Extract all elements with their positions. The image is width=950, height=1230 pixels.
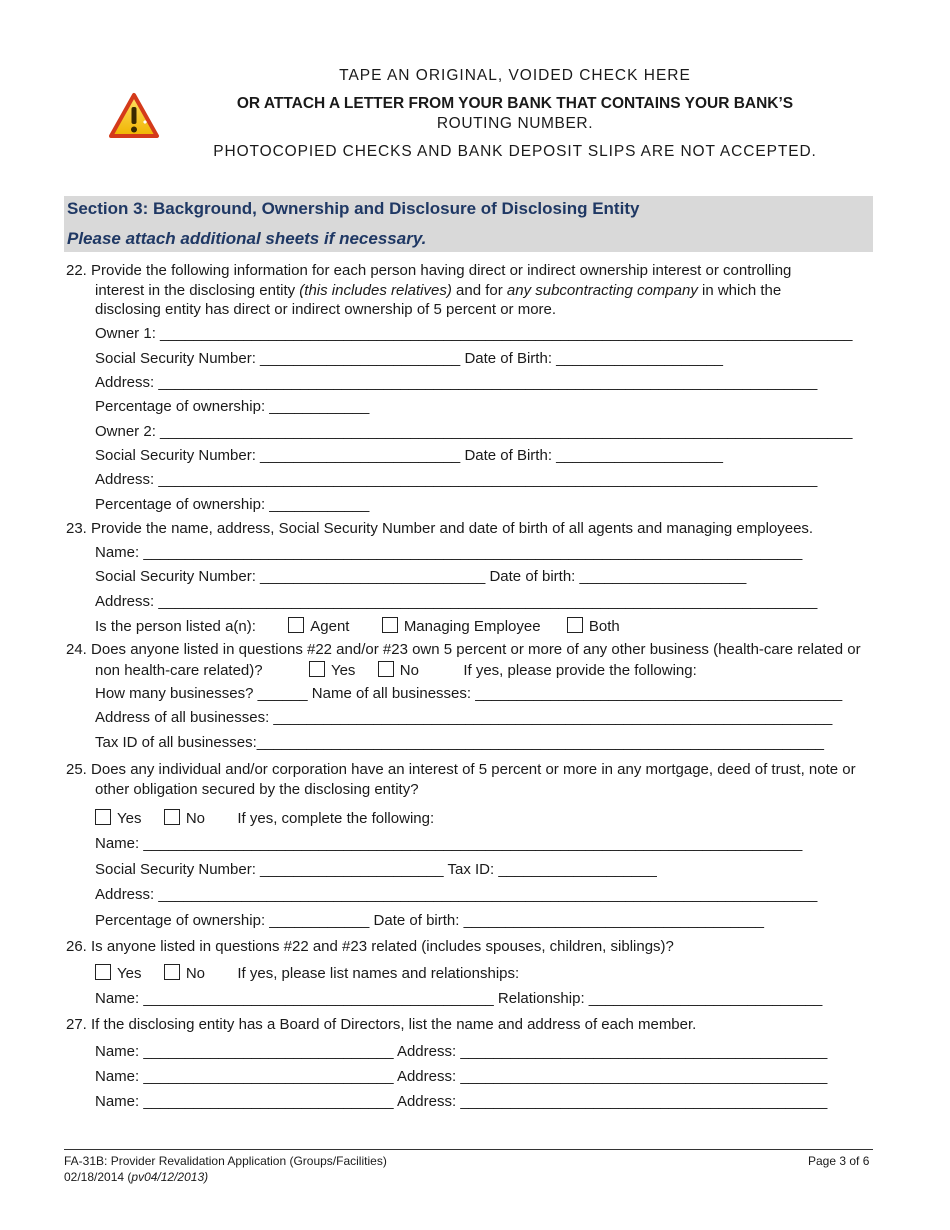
- footer-revision: pv04/12/2013): [131, 1170, 209, 1184]
- name-field-25[interactable]: Name: _______________________________________________________________________________: [95, 835, 803, 852]
- owner2-field[interactable]: Owner 2: ___________________________________________________________________________________: [95, 423, 853, 440]
- q25-no-label: No: [185, 810, 206, 827]
- q22-text: and for: [451, 282, 507, 299]
- banner-line-2: OR ATTACH A LETTER FROM YOUR BANK THAT CONTAINS YOUR BANK’S: [236, 95, 794, 112]
- section-title: Section 3: Background, Ownership and Disclosure of Disclosing Entity: [67, 199, 640, 218]
- q26-question: 26. Is anyone listed in questions #22 and #23 related (includes spouses, children, siblings)?: [66, 938, 674, 955]
- q25-yes-label: Yes: [117, 810, 142, 827]
- banner-line-3: ROUTING NUMBER.: [436, 115, 594, 132]
- address-field-23[interactable]: Address: _______________________________________________________________________________: [95, 593, 818, 610]
- agent-label: Agent: [310, 618, 350, 635]
- q22-line-3: disclosing entity has direct or indirect ownership of 5 percent or more.: [95, 301, 557, 318]
- both-label: Both: [588, 618, 620, 635]
- board-member-field-2[interactable]: Name: ______________________________ Address: ____________________________________________: [95, 1068, 828, 1085]
- q25-options-row: [95, 809, 434, 827]
- banner-line-1: TAPE AN ORIGINAL, VOIDED CHECK HERE: [339, 67, 691, 84]
- q26-yes-checkbox[interactable]: [95, 964, 111, 980]
- footer-page-number: Page 3 of 6: [808, 1154, 870, 1168]
- q24-line-1: 24. Does anyone listed in questions #22 and/or #23 own 5 percent or more of any other business (health-care related or: [66, 641, 861, 658]
- q26-options-row: [95, 964, 519, 982]
- q25-no-checkbox[interactable]: [164, 809, 180, 825]
- business-address-field[interactable]: Address of all businesses: ___________________________________________________________________: [95, 709, 833, 726]
- q24-no-checkbox[interactable]: [378, 661, 394, 677]
- q22-text: in which the: [697, 282, 782, 299]
- pct-dob-field-25[interactable]: Percentage of ownership: ____________ Date of birth: ____________________________________: [95, 912, 764, 929]
- q26-no-checkbox[interactable]: [164, 964, 180, 980]
- q26-no-label: No: [185, 965, 206, 982]
- q22-italic-relatives: (this includes relatives): [299, 282, 452, 299]
- q26-yes-label: Yes: [117, 965, 142, 982]
- managing-employee-label: Managing Employee: [403, 618, 541, 635]
- banner-line-4: PHOTOCOPIED CHECKS AND BANK DEPOSIT SLIPS ARE NOT ACCEPTED.: [213, 143, 817, 160]
- ssn-taxid-field-25[interactable]: Social Security Number: ______________________ Tax ID: ___________________: [95, 861, 657, 878]
- business-taxid-field[interactable]: Tax ID of all businesses:____________________________________________________________________: [95, 734, 825, 751]
- q22-line-1: 22. Provide the following information for each person having direct or indirect ownership interest or controlling: [66, 262, 792, 279]
- name-field-23[interactable]: Name: _______________________________________________________________________________: [95, 544, 803, 561]
- board-member-field-1[interactable]: Name: ______________________________ Address: ____________________________________________: [95, 1043, 828, 1060]
- q24-no-label: No: [399, 662, 419, 679]
- q25-line-2: other obligation secured by the disclosing entity?: [95, 781, 419, 798]
- q26-follow-text: If yes, please list names and relationships:: [237, 965, 520, 982]
- name-relationship-field-26[interactable]: Name: __________________________________________ Relationship: ____________________________: [95, 990, 823, 1007]
- q24-yes-label: Yes: [330, 662, 356, 679]
- board-member-field-3[interactable]: Name: ______________________________ Address: ____________________________________________: [95, 1093, 828, 1110]
- owner1-field[interactable]: Owner 1: ___________________________________________________________________________________: [95, 325, 853, 342]
- both-checkbox[interactable]: [567, 617, 583, 633]
- q24-line-2: [95, 661, 697, 679]
- q24-text: non health-care related)?: [95, 662, 263, 679]
- ownership-pct-field-1[interactable]: Percentage of ownership: ____________: [95, 398, 370, 415]
- agent-checkbox[interactable]: [288, 617, 304, 633]
- section-subtitle: Please attach additional sheets if necessary.: [67, 229, 427, 248]
- q23-question: 23. Provide the name, address, Social Security Number and date of birth of all agents and managing employees.: [66, 520, 814, 537]
- section-header: [64, 196, 873, 252]
- q22-line-2: [95, 282, 781, 299]
- q25-follow-text: If yes, complete the following:: [237, 810, 435, 827]
- q25-line-1: 25. Does any individual and/or corporation have an interest of 5 percent or more in any mortgage, deed of trust, note or: [66, 761, 856, 778]
- footer-date: [64, 1170, 208, 1184]
- q25-yes-checkbox[interactable]: [95, 809, 111, 825]
- ssn-dob-field-1[interactable]: Social Security Number: ________________________ Date of Birth: ____________________: [95, 350, 723, 367]
- q22-italic-subcontracting: any subcontracting company: [506, 282, 698, 299]
- q24-follow-text: If yes, please provide the following:: [463, 662, 697, 679]
- address-field-1[interactable]: Address: _______________________________________________________________________________: [95, 374, 818, 391]
- warning-icon: [108, 92, 160, 140]
- ownership-pct-field-2[interactable]: Percentage of ownership: ____________: [95, 496, 370, 513]
- ssn-dob-field-2[interactable]: Social Security Number: ________________________ Date of Birth: ____________________: [95, 447, 723, 464]
- footer-date-text: 02/18/2014 (: [64, 1170, 132, 1184]
- address-field-2[interactable]: Address: _______________________________________________________________________________: [95, 471, 818, 488]
- q27-question: 27. If the disclosing entity has a Board of Directors, list the name and address of each member.: [66, 1016, 697, 1033]
- footer-divider: [64, 1149, 873, 1150]
- ssn-dob-field-23[interactable]: Social Security Number: ___________________________ Date of birth: ____________________: [95, 568, 747, 585]
- person-role-label: Is the person listed a(n):: [95, 618, 256, 635]
- q22-text: interest in the disclosing entity: [95, 282, 300, 299]
- footer-form-name: FA-31B: Provider Revalidation Application (Groups/Facilities): [64, 1154, 387, 1168]
- person-role-row: [95, 617, 620, 635]
- managing-employee-checkbox[interactable]: [382, 617, 398, 633]
- q24-yes-checkbox[interactable]: [309, 661, 325, 677]
- business-count-name-field[interactable]: How many businesses? ______ Name of all businesses: ____________________________________________: [95, 685, 843, 702]
- address-field-25[interactable]: Address: _______________________________________________________________________________: [95, 886, 818, 903]
